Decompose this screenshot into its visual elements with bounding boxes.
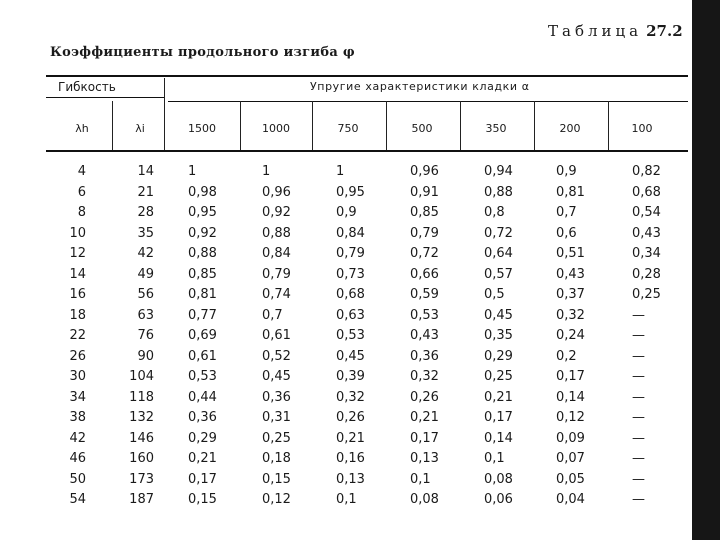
table-cell: — bbox=[632, 369, 645, 384]
table-cell: 0,72 bbox=[484, 225, 513, 241]
table-cell: 46 bbox=[69, 451, 86, 466]
table-cell: 0,57 bbox=[484, 266, 513, 282]
table-cell: 0,21 bbox=[336, 430, 365, 446]
table-cell: — bbox=[632, 492, 645, 507]
table-title: Коэффициенты продольного изгиба φ bbox=[50, 45, 355, 60]
table-cell: 0,43 bbox=[556, 266, 585, 282]
table-cell: 0,54 bbox=[632, 205, 661, 220]
table-cell: 0,53 bbox=[336, 328, 365, 343]
table-cell: 0,26 bbox=[410, 389, 439, 405]
table-cell: 0,52 bbox=[262, 348, 291, 364]
table-cell: 0,1 bbox=[336, 492, 357, 507]
table-cell: 0,88 bbox=[484, 184, 513, 200]
table-cell: 0,69 bbox=[188, 328, 217, 343]
table-cell: 42 bbox=[137, 246, 154, 261]
table-cell: 0,26 bbox=[336, 410, 365, 425]
table-cell: 132 bbox=[129, 410, 154, 425]
table-cell: 16 bbox=[69, 287, 86, 302]
table-row bbox=[40, 308, 690, 328]
table-cell: 1 bbox=[336, 164, 345, 179]
table-cell: 0,12 bbox=[556, 410, 585, 425]
table-row bbox=[40, 287, 690, 307]
table-cell: 1 bbox=[188, 164, 197, 179]
table-cell: 4 bbox=[77, 164, 86, 179]
table-cell: 0,09 bbox=[556, 430, 585, 446]
table-cell: 0,13 bbox=[336, 471, 365, 487]
table-cell: 0,85 bbox=[188, 266, 217, 282]
table-cell: 0,21 bbox=[484, 389, 513, 405]
table-cell: 0,66 bbox=[410, 266, 439, 282]
table-cell: 0,36 bbox=[410, 348, 439, 364]
table-row bbox=[40, 267, 690, 287]
table-cell: 0,7 bbox=[556, 205, 577, 220]
table-cell: 10 bbox=[69, 225, 86, 241]
table-cell: — bbox=[632, 451, 645, 466]
table-cell: 0,08 bbox=[484, 471, 513, 487]
table-cell: 49 bbox=[137, 266, 154, 282]
table-cell: 187 bbox=[129, 492, 154, 507]
table-cell: 18 bbox=[69, 307, 86, 323]
table-cell: 0,14 bbox=[556, 389, 585, 405]
header-divider bbox=[240, 101, 241, 150]
table-cell: 0,18 bbox=[262, 451, 291, 466]
table-cell: 0,45 bbox=[484, 307, 513, 323]
header-alpha-1000: 1000 bbox=[262, 122, 290, 135]
table-cell: — bbox=[632, 430, 645, 446]
table-cell: 6 bbox=[77, 184, 86, 200]
table-cell: 0,74 bbox=[262, 287, 291, 302]
table-cell: 0,81 bbox=[556, 184, 585, 200]
right-edge-bar bbox=[692, 0, 720, 540]
table-cell: 0,14 bbox=[484, 430, 513, 446]
table-cell: — bbox=[632, 410, 645, 425]
table-cell: 104 bbox=[129, 369, 154, 384]
table-cell: 42 bbox=[69, 430, 86, 446]
table-cell: — bbox=[632, 389, 645, 405]
table-cell: 0,79 bbox=[410, 225, 439, 241]
table-cell: 0,17 bbox=[410, 430, 439, 446]
table-cell: 0,36 bbox=[262, 389, 291, 405]
header-divider bbox=[164, 78, 165, 150]
table-cell: 146 bbox=[129, 430, 154, 446]
table-cell: 0,21 bbox=[410, 410, 439, 425]
table-cell: 0,88 bbox=[188, 246, 217, 261]
table-cell: 63 bbox=[137, 307, 154, 323]
table-cell: 50 bbox=[69, 471, 86, 487]
table-cell: 0,15 bbox=[262, 471, 291, 487]
table-cell: 0,98 bbox=[188, 184, 217, 200]
table-cell: 0,31 bbox=[262, 410, 291, 425]
table-cell: 0,25 bbox=[262, 430, 291, 446]
table-cell: 56 bbox=[137, 287, 154, 302]
table-cell: 0,9 bbox=[556, 164, 577, 179]
table-cell: 0,17 bbox=[484, 410, 513, 425]
table-cell: 0,32 bbox=[410, 369, 439, 384]
table-cell: 0,45 bbox=[262, 369, 291, 384]
table-cell: 28 bbox=[137, 205, 154, 220]
table-cell: 14 bbox=[137, 164, 154, 179]
table-cell: 0,32 bbox=[556, 307, 585, 323]
table-cell: 0,53 bbox=[410, 307, 439, 323]
table-cell: 0,72 bbox=[410, 246, 439, 261]
header-alpha-500: 500 bbox=[411, 122, 433, 135]
header-lambda-h: λh bbox=[75, 122, 89, 135]
table-cell: 0,37 bbox=[556, 287, 585, 302]
table-cell: 0,29 bbox=[484, 348, 513, 364]
table-cell: 0,24 bbox=[556, 328, 585, 343]
table-cell: 0,81 bbox=[188, 287, 217, 302]
header-lambda-i: λi bbox=[135, 122, 145, 135]
header-elastic-characteristics: Упругие характеристики кладки α bbox=[310, 80, 530, 93]
table-cell: 0,25 bbox=[484, 369, 513, 384]
table-row bbox=[40, 328, 690, 348]
table-cell: 0,68 bbox=[632, 184, 661, 200]
table-cell: 0,1 bbox=[410, 471, 431, 487]
header-mid-rule-left bbox=[46, 97, 164, 98]
table-cell: 22 bbox=[69, 328, 86, 343]
table-cell: 160 bbox=[129, 451, 154, 466]
table-cell: 26 bbox=[69, 348, 86, 364]
table-cell: 0,06 bbox=[484, 492, 513, 507]
header-alpha-750: 750 bbox=[337, 122, 359, 135]
table-row bbox=[40, 349, 690, 369]
header-flexibility: Гибкость bbox=[58, 80, 116, 94]
table-cell: 173 bbox=[129, 471, 154, 487]
table-row bbox=[40, 164, 690, 184]
header-top-rule bbox=[46, 75, 688, 77]
table-row bbox=[40, 451, 690, 471]
table-row bbox=[40, 492, 690, 512]
table-cell: 8 bbox=[77, 205, 86, 220]
table-cell: 0,45 bbox=[336, 348, 365, 364]
table-cell: 0,73 bbox=[336, 266, 365, 282]
header-alpha-200: 200 bbox=[559, 122, 581, 135]
table-cell: 0,84 bbox=[262, 246, 291, 261]
header-divider bbox=[312, 101, 313, 150]
table-row bbox=[40, 369, 690, 389]
table-cell: 0,64 bbox=[484, 246, 513, 261]
table-cell: 0,5 bbox=[484, 287, 505, 302]
table-row bbox=[40, 472, 690, 492]
table-cell: 90 bbox=[137, 348, 154, 364]
table-cell: 0,17 bbox=[188, 471, 217, 487]
table-cell: 0,16 bbox=[336, 451, 365, 466]
table-cell: 0,08 bbox=[410, 492, 439, 507]
table-cell: 0,51 bbox=[556, 246, 585, 261]
table-cell: 0,92 bbox=[262, 205, 291, 220]
table-cell: 0,82 bbox=[632, 164, 661, 179]
header-divider bbox=[460, 101, 461, 150]
table-cell: — bbox=[632, 471, 645, 487]
table-cell: 118 bbox=[129, 389, 154, 405]
table-cell: 0,07 bbox=[556, 451, 585, 466]
table-cell: 0,35 bbox=[484, 328, 513, 343]
table-cell: 0,36 bbox=[188, 410, 217, 425]
table-row bbox=[40, 390, 690, 410]
table-cell: 0,79 bbox=[336, 246, 365, 261]
table-cell: 0,8 bbox=[484, 205, 505, 220]
table-cell: 0,17 bbox=[556, 369, 585, 384]
table-cell: 0,29 bbox=[188, 430, 217, 446]
header-divider bbox=[386, 101, 387, 150]
table-row bbox=[40, 431, 690, 451]
table-cell: 0,95 bbox=[336, 184, 365, 200]
table-cell: 0,61 bbox=[262, 328, 291, 343]
table-cell: 0,96 bbox=[410, 164, 439, 179]
table-row bbox=[40, 185, 690, 205]
table-cell: 76 bbox=[137, 328, 154, 343]
table-cell: 0,59 bbox=[410, 287, 439, 302]
table-cell: 0,63 bbox=[336, 307, 365, 323]
table-cell: 0,43 bbox=[632, 225, 661, 241]
header-divider bbox=[608, 101, 609, 150]
table-cell: 0,39 bbox=[336, 369, 365, 384]
table-cell: 0,95 bbox=[188, 205, 217, 220]
table-cell: 0,91 bbox=[410, 184, 439, 200]
table-cell: 0,05 bbox=[556, 471, 585, 487]
header-alpha-350: 350 bbox=[485, 122, 507, 135]
table-cell: 0,43 bbox=[410, 328, 439, 343]
table-cell: 0,53 bbox=[188, 369, 217, 384]
header-mid-rule-right bbox=[168, 101, 688, 102]
table-cell: 0,28 bbox=[632, 266, 661, 282]
table-cell: 0,79 bbox=[262, 266, 291, 282]
document-page bbox=[40, 0, 690, 540]
table-cell: 0,9 bbox=[336, 205, 357, 220]
table-cell: 34 bbox=[69, 389, 86, 405]
table-cell: 0,85 bbox=[410, 205, 439, 220]
table-row bbox=[40, 246, 690, 266]
table-cell: 0,88 bbox=[262, 225, 291, 241]
table-cell: 0,94 bbox=[484, 164, 513, 179]
table-cell: 54 bbox=[69, 492, 86, 507]
table-cell: 0,04 bbox=[556, 492, 585, 507]
table-cell: 0,2 bbox=[556, 348, 577, 364]
table-cell: — bbox=[632, 348, 645, 364]
table-cell: 0,21 bbox=[188, 451, 217, 466]
table-cell: 1 bbox=[262, 164, 271, 179]
table-cell: 0,34 bbox=[632, 246, 661, 261]
table-cell: 0,7 bbox=[262, 307, 283, 323]
table-cell: 0,77 bbox=[188, 307, 217, 323]
table-cell: 0,68 bbox=[336, 287, 365, 302]
table-cell: 38 bbox=[69, 410, 86, 425]
table-cell: 14 bbox=[69, 266, 86, 282]
table-cell: 0,6 bbox=[556, 225, 577, 241]
table-cell: 0,13 bbox=[410, 451, 439, 466]
header-divider bbox=[534, 101, 535, 150]
table-cell: 0,1 bbox=[484, 451, 505, 466]
table-cell: 0,92 bbox=[188, 225, 217, 241]
table-row bbox=[40, 410, 690, 430]
table-cell: 0,96 bbox=[262, 184, 291, 200]
table-cell: 0,84 bbox=[336, 225, 365, 241]
table-label bbox=[548, 22, 683, 40]
table-cell: — bbox=[632, 307, 645, 323]
table-cell: 0,15 bbox=[188, 492, 217, 507]
table-label-text: Таблица bbox=[548, 22, 643, 40]
header-bottom-rule bbox=[46, 150, 688, 152]
table-cell: 12 bbox=[69, 246, 86, 261]
table-number: 27.2 bbox=[646, 22, 683, 40]
table-row bbox=[40, 205, 690, 225]
table-cell: 0,44 bbox=[188, 389, 217, 405]
table-row bbox=[40, 226, 690, 246]
table-cell: 0,12 bbox=[262, 492, 291, 507]
header-alpha-1500: 1500 bbox=[188, 122, 216, 135]
table-cell: 30 bbox=[69, 369, 86, 384]
table-cell: 21 bbox=[137, 184, 154, 200]
table-cell: 0,32 bbox=[336, 389, 365, 405]
table-cell: 0,25 bbox=[632, 287, 661, 302]
table-cell: 35 bbox=[137, 225, 154, 241]
table-cell: 0,61 bbox=[188, 348, 217, 364]
table-cell: — bbox=[632, 328, 645, 343]
header-alpha-100: 100 bbox=[631, 122, 653, 135]
